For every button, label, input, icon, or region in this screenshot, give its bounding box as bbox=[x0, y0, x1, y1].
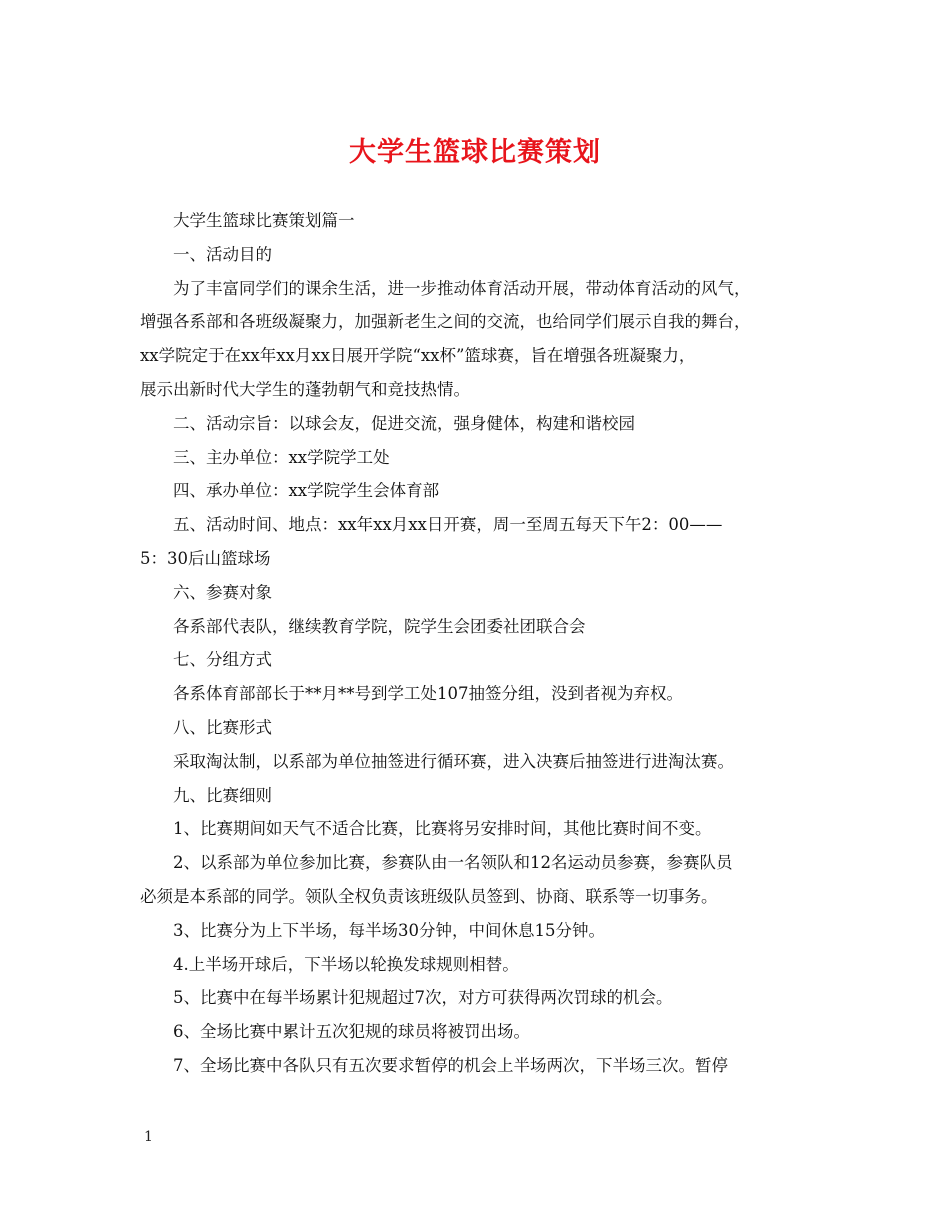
paragraph bbox=[140, 610, 810, 644]
paragraph bbox=[140, 407, 810, 441]
paragraph-line: 各系部代表队，继续教育学院，院学生会团委社团联合会 bbox=[173, 616, 586, 636]
paragraph bbox=[140, 677, 810, 711]
paragraph-line: 4.上半场开球后，下半场以轮换发球规则相替。 bbox=[173, 954, 519, 974]
paragraph-line: 二、活动宗旨：以球会友，促进交流，强身健体，构建和谐校园 bbox=[173, 413, 635, 433]
paragraph-line: 四、承办单位：xx学院学生会体育部 bbox=[173, 481, 440, 501]
paragraph-line: 各系体育部部长于**月**号到学工处107抽签分组，没到者视为弃权。 bbox=[173, 684, 683, 704]
paragraph bbox=[140, 1049, 810, 1083]
paragraph bbox=[140, 576, 810, 610]
paragraph bbox=[140, 914, 810, 948]
paragraph bbox=[140, 948, 810, 982]
paragraph-line: 2、以系部为单位参加比赛，参赛队由一名领队和12名运动员参赛，参赛队员 bbox=[173, 853, 733, 873]
paragraph-line: 3、比赛分为上下半场，每半场30分钟，中间休息15分钟。 bbox=[173, 920, 605, 940]
paragraph bbox=[140, 643, 810, 677]
paragraph-line: 大学生篮球比赛策划篇一 bbox=[173, 211, 355, 230]
paragraph-line: 5、比赛中在每半场累计犯规超过7次，对方可获得两次罚球的机会。 bbox=[173, 988, 673, 1008]
paragraph-line: xx学院定于在xx年xx月xx日展开学院“xx杯”篮球赛，旨在增强各班凝聚力， bbox=[140, 346, 696, 366]
paragraph-line: 三、主办单位：xx学院学工处 bbox=[173, 447, 390, 467]
paragraph-line: 九、比赛细则 bbox=[173, 785, 272, 805]
paragraph-line: 展示出新时代大学生的蓬勃朝气和竞技热情。 bbox=[140, 379, 470, 399]
paragraph-line: 1、比赛期间如天气不适合比赛，比赛将另安排时间，其他比赛时间不变。 bbox=[173, 819, 712, 839]
paragraph-line: 采取淘汰制，以系部为单位抽签进行循环赛，进入决赛后抽签进行进淘汰赛。 bbox=[173, 751, 734, 771]
paragraph-line: 7、全场比赛中各队只有五次要求暂停的机会上半场两次，下半场三次。暂停 bbox=[173, 1055, 728, 1075]
page-number: 1 bbox=[144, 1129, 153, 1145]
paragraph bbox=[140, 711, 810, 745]
paragraph-line: 增强各系部和各班级凝聚力，加强新老生之间的交流，也给同学们展示自我的舞台， bbox=[140, 312, 751, 332]
paragraph-line: 一、活动目的 bbox=[173, 244, 272, 264]
paragraph bbox=[140, 272, 810, 407]
paragraph bbox=[140, 812, 810, 846]
paragraph bbox=[140, 441, 810, 475]
paragraph-line: 五、活动时间、地点：xx年xx月xx日开赛，周一至周五每天下午2：00—— bbox=[173, 515, 723, 535]
paragraph bbox=[140, 745, 810, 779]
paragraph-line: 为了丰富同学们的课余生活，进一步推动体育活动开展，带动体育活动的风气， bbox=[173, 278, 751, 298]
paragraph bbox=[140, 474, 810, 508]
paragraph-line: 6、全场比赛中累计五次犯规的球员将被罚出场。 bbox=[173, 1022, 530, 1042]
paragraph-line: 八、比赛形式 bbox=[173, 717, 272, 737]
page-title: 大学生篮球比赛策划 bbox=[349, 137, 601, 168]
paragraph-line: 5：30后山篮球场 bbox=[140, 548, 271, 568]
document-body bbox=[140, 204, 810, 1083]
paragraph bbox=[140, 779, 810, 813]
paragraph bbox=[140, 238, 810, 272]
paragraph-line: 六、参赛对象 bbox=[173, 582, 272, 602]
paragraph bbox=[140, 1015, 810, 1049]
paragraph bbox=[140, 508, 810, 576]
paragraph bbox=[140, 846, 810, 914]
paragraph bbox=[140, 204, 810, 238]
paragraph-line: 七、分组方式 bbox=[173, 650, 272, 670]
paragraph bbox=[140, 981, 810, 1015]
paragraph-line: 必须是本系部的同学。领队全权负责该班级队员签到、协商、联系等一切事务。 bbox=[140, 886, 718, 906]
